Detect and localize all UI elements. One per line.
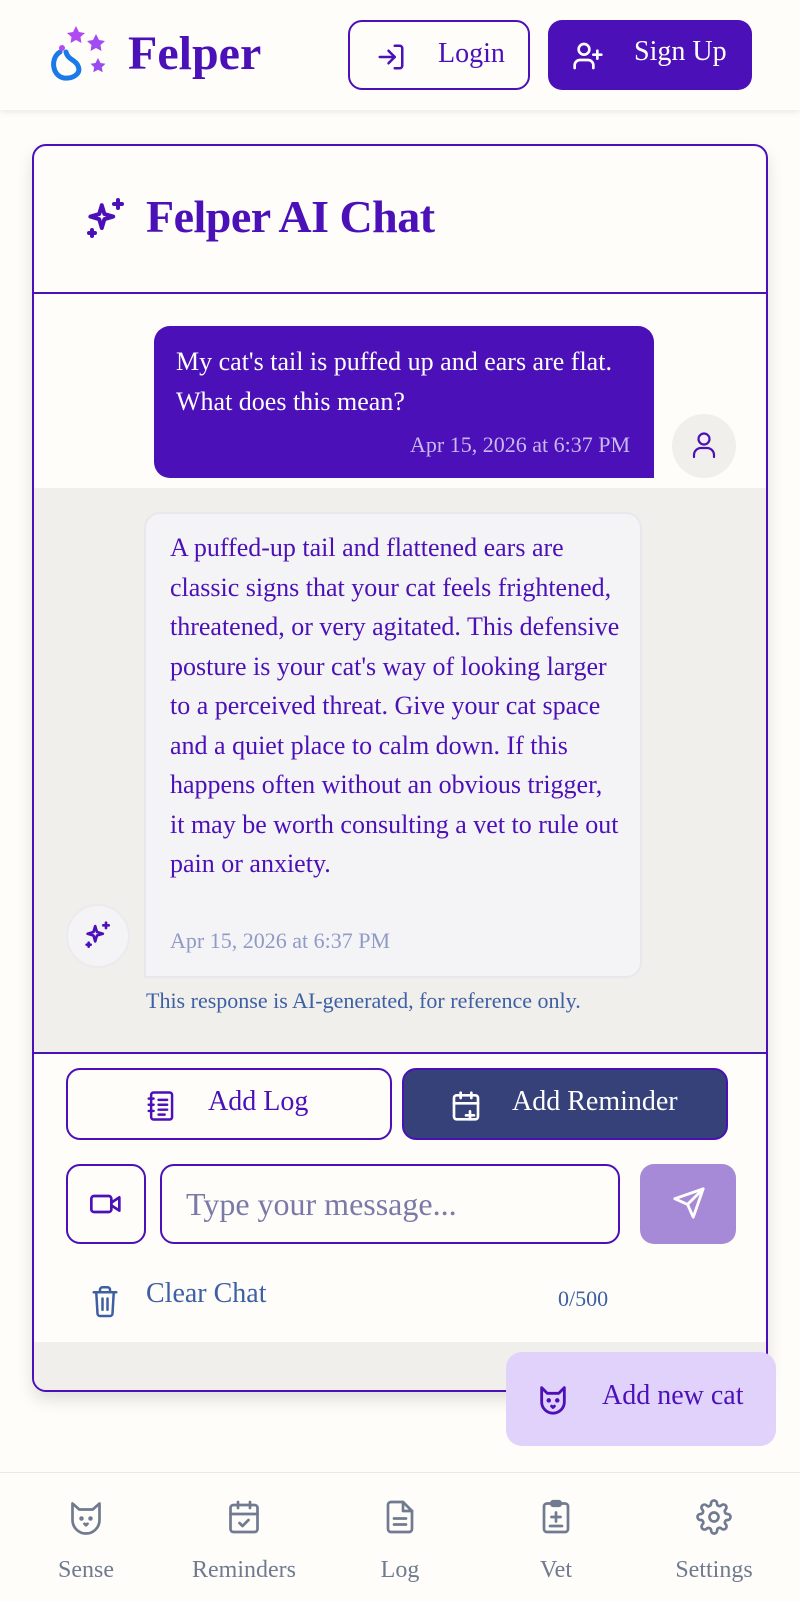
send-button[interactable] [640,1164,736,1244]
video-camera-icon [90,1190,122,1218]
add-new-cat-label: Add new cat [602,1380,744,1411]
add-reminder-button[interactable] [402,1068,728,1140]
user-avatar [672,414,736,478]
user-message-text: My cat's tail is puffed up and ears are flat. What does this mean? [176,347,612,416]
nav-label-reminders: Reminders [192,1557,296,1583]
ai-avatar [66,904,130,968]
ai-message-text: A puffed-up tail and flattened ears are classic signs that your cat feels frightened, threatened, or very agitated. This defensive posture is your cat's way of looking larger to a perceived threat. Give your cat space and a quiet place to calm down. If this happens often without an obvious trigger, it may be worth consulting a vet to rule out pain or anxiety. [170,533,620,878]
nav-item-settings[interactable] [634,1473,794,1601]
user-message-time: Apr 15, 2026 at 6:37 PM [410,432,630,457]
calendar-check-icon [226,1499,262,1535]
user-icon [692,430,716,460]
ai-message-time: Apr 15, 2026 at 6:37 PM [170,928,390,953]
notebook-icon [146,1090,176,1122]
gear-icon [696,1499,732,1535]
add-new-cat-button[interactable] [506,1352,776,1446]
cat-icon [68,1499,104,1535]
trash-icon[interactable] [90,1284,120,1318]
login-icon [376,42,406,72]
felper-logo-icon [46,22,112,88]
cat-icon [536,1382,570,1416]
video-button[interactable] [66,1164,146,1244]
nav-item-vet[interactable] [476,1473,636,1601]
sparkles-icon [82,920,114,952]
brand-name: Felper [128,27,262,80]
message-input[interactable] [160,1164,620,1244]
ai-disclaimer: This response is AI-generated, for reference only. [146,988,581,1013]
character-count: 0/500 [558,1286,609,1311]
nav-item-reminders[interactable] [164,1473,324,1601]
login-label: Login [438,38,505,69]
ai-message-bubble [144,512,642,978]
nav-item-log[interactable] [320,1473,480,1601]
chat-title: Felper AI Chat [146,191,435,242]
chat-footer [34,1266,766,1342]
nav-label-sense: Sense [58,1557,114,1583]
app-header [0,0,800,110]
nav-label-vet: Vet [540,1557,572,1583]
chat-card [32,144,768,1392]
clipboard-medical-icon [538,1499,574,1535]
calendar-plus-icon [450,1090,482,1122]
ai-message-section [34,488,766,1054]
add-log-label: Add Log [208,1086,309,1117]
user-plus-icon [572,40,604,72]
add-log-button[interactable] [66,1068,392,1140]
document-icon [382,1499,418,1535]
add-reminder-label: Add Reminder [512,1086,678,1117]
chat-header [34,146,766,294]
clear-chat-button[interactable]: Clear Chat [146,1278,267,1309]
sign-up-label: Sign Up [634,36,727,67]
nav-label-log: Log [380,1557,420,1583]
nav-label-settings: Settings [675,1557,753,1583]
send-icon [672,1186,706,1220]
bottom-navigation [0,1472,800,1601]
login-button[interactable] [348,20,530,90]
sign-up-button[interactable] [548,20,752,90]
user-message-bubble [154,326,654,478]
nav-item-sense[interactable] [6,1473,166,1601]
sparkles-icon [82,196,130,244]
